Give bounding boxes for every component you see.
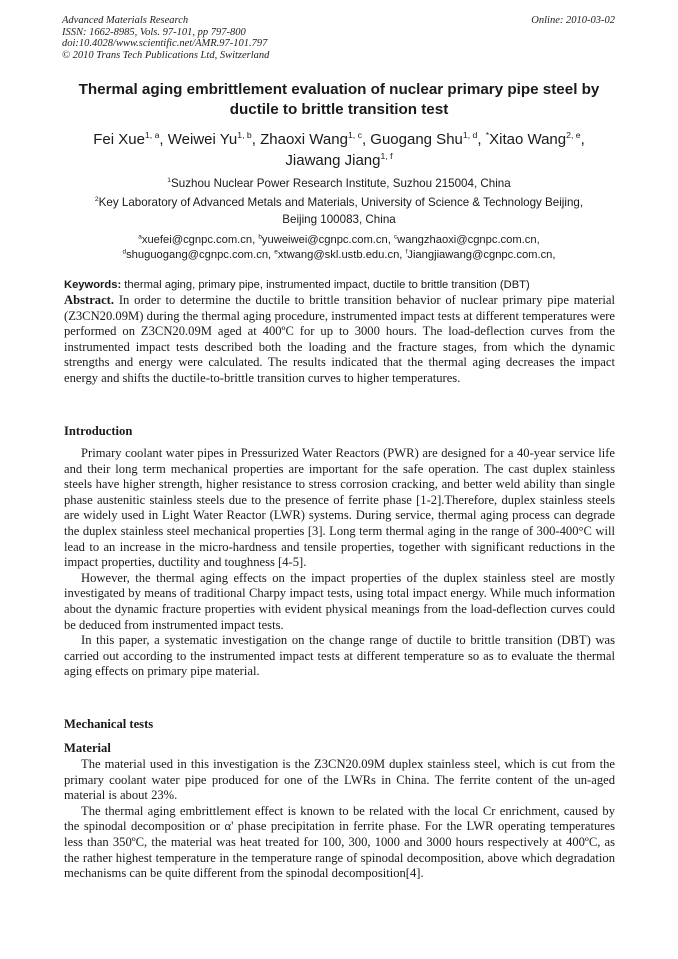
- author-name: Guogang Shu: [370, 131, 463, 148]
- paragraph: The material used in this investigation is the Z3CN20.09M duplex stainless steel, which is cut from the primary coolant water pipe produced for one of the LWRs in China. The ferrite content of the un-aged material is about 23%.: [64, 757, 615, 803]
- journal-issn: ISSN: 1662-8985, Vols. 97-101, pp 797-800: [62, 26, 246, 38]
- email-list: [48, 233, 630, 263]
- section-heading-introduction: Introduction: [64, 424, 133, 438]
- online-date: Online: 2010-03-02: [531, 15, 615, 26]
- email-line-1: $^a$xuefei@cgnpc.com.cn, $^b$yuweiwei@cgnpc.com.cn, $^c$wangzhaoxi@cgnpc.com.cn,: [138, 233, 540, 246]
- keywords: [64, 278, 616, 293]
- author-affiliation-mark: 1, a: [144, 130, 160, 140]
- email-address: shuguogang@cgnpc.com.cn,: [126, 249, 272, 261]
- author-affiliation-mark: 1, b: [237, 130, 252, 140]
- journal-header: [62, 15, 269, 61]
- affiliation-number: 2: [94, 196, 99, 204]
- author-affiliation-mark: 1, c: [347, 130, 362, 140]
- abstract-text: In order to determine the ductile to brittle transition behavior of nuclear primary pipe material (Z3CN20.09M) during the thermal aging procedure, instrumented impact tests at different temperatures were performed on Z3CN20.09M aged at 400ºC for up to 3000 hours. The load-deflection curves from the instrumented impact tests described both the loading and the fracture stages, from which the dynamic strengths and energy were calculated. The results indicated that the thermal aging decreases the impact energy and shifts the ductile-to-brittle transition curves to higher temperatures.: [64, 293, 615, 385]
- affiliation-number: 1: [167, 177, 172, 185]
- author-name: Weiwei Yu: [167, 131, 238, 148]
- email-address: xuefei@cgnpc.com.cn,: [141, 234, 256, 246]
- affiliation-text: Key Laboratory of Advanced Metals and Materials, University of Science & Technology Beijing,: [98, 196, 584, 209]
- author-name: Fei Xue: [93, 131, 145, 148]
- abstract-label: Abstract.: [64, 293, 115, 307]
- subsection-heading-material: Material: [64, 741, 111, 755]
- paragraph: In this paper, a systematic investigation on the change range of ductile to brittle transition (DBT) was carried out according to the instrumented impact tests at different temperature so as to evaluate the thermal aging effects on primary pipe material.: [64, 633, 615, 679]
- title-line-1: Thermal aging embrittlement evaluation of nuclear primary pipe steel by: [78, 81, 600, 98]
- author-affiliation-mark: 1, f: [380, 151, 393, 161]
- keywords-label: Keywords:: [64, 279, 122, 291]
- email-address: xtwang@skl.ustb.edu.cn,: [277, 249, 403, 261]
- abstract: [64, 293, 615, 387]
- journal-name: Advanced Materials Research: [62, 15, 189, 26]
- email-address: Jiangjiawang@cgnpc.com.cn,: [407, 249, 556, 261]
- author-line-2: [40, 150, 638, 171]
- section-heading-mechanical-tests: Mechanical tests: [64, 717, 154, 731]
- material-body: [64, 757, 615, 882]
- paragraph: Primary coolant water pipes in Pressurized Water Reactors (PWR) are designed for a 40-year service life and their long term mechanical properties are important for the safe operation. The cast duplex stainless steels have higher strength, higher resistance to stress corrosion cracking, and better weld ability than single phase austenitic stainless steels due to the presence of ferrite phase [1-2].Therefore, duplex stainless steels are widely used in Light Water Reactor (LWR) systems. During service, thermal aging process can degrade the duplex stainless steel mechanical properties [3]. Long term thermal aging in the range of 300-400°C will lead to an increase in the micro-hardness and tensile properties, together with significant reductions in the impact properties, ductility and toughness [4-5].: [64, 446, 615, 570]
- corresponding-author-mark: *: [485, 130, 490, 140]
- keywords-text: thermal aging, primary pipe, instrumented impact, ductile to brittle transition (DBT): [121, 279, 530, 291]
- author-name: Zhaoxi Wang: [260, 131, 348, 148]
- author-name: Xitao Wang: [489, 131, 567, 148]
- author-list: [40, 129, 638, 171]
- paper-title: [40, 80, 638, 120]
- affiliation-text-line-2: Beijing 100083, China: [282, 213, 396, 226]
- author-affiliation-mark: 1, d: [462, 130, 478, 140]
- email-line-2: $^d$shuguogang@cgnpc.com.cn, $^e$xtwang@skl.ustb.edu.cn, $^f$Jiangjiawang@cgnpc.com.cn,: [122, 248, 556, 261]
- introduction-body: [64, 446, 615, 680]
- email-address: yuweiwei@cgnpc.com.cn,: [261, 234, 391, 246]
- affiliation-1: [48, 175, 630, 192]
- affiliation-text: Suzhou Nuclear Power Research Institute, Suzhou 215004, China: [171, 177, 511, 190]
- journal-doi: doi:10.4028/www.scientific.net/AMR.97-101.797: [62, 38, 268, 50]
- author-line-1: Fei Xue$^{1, a}$, Weiwei Yu$^{1, b}$, Zhaoxi Wang$^{1, c}$, Guogang Shu$^{1, d}$, *Xitao Wang$^{2, e}$,: [93, 130, 585, 148]
- author-affiliation-mark: 2, e: [566, 130, 581, 140]
- paragraph: The thermal aging embrittlement effect is known to be related with the local Cr enrichment, caused by the spinodal decomposition or α' phase precipitation in ferrite phase. For the LWR operating temperatures less than 350ºC, the material was heat treated for 100, 300, 1000 and 3000 hours respectively at 400ºC, as the rather highest temperature in the temperature range of spinodal decomposition, above which degradation mechanisms can be quite different from the spinodal decomposition[4].: [64, 803, 615, 881]
- paragraph: However, the thermal aging effects on the impact properties of the duplex stainless steel are mostly investigated by means of traditional Charpy impact tests, using total impact energy. While much information about the dynamic fracture properties with evident physical meanings from the load-deflection curves could be deduced from instrumented impact tests.: [64, 570, 615, 632]
- email-address: wangzhaoxi@cgnpc.com.cn,: [397, 234, 540, 246]
- journal-copyright: © 2010 Trans Tech Publications Ltd, Switzerland: [62, 49, 270, 61]
- title-line-2: ductile to brittle transition test: [229, 101, 449, 118]
- affiliation-2: [48, 194, 630, 228]
- author-name: Jiawang Jiang: [285, 152, 381, 169]
